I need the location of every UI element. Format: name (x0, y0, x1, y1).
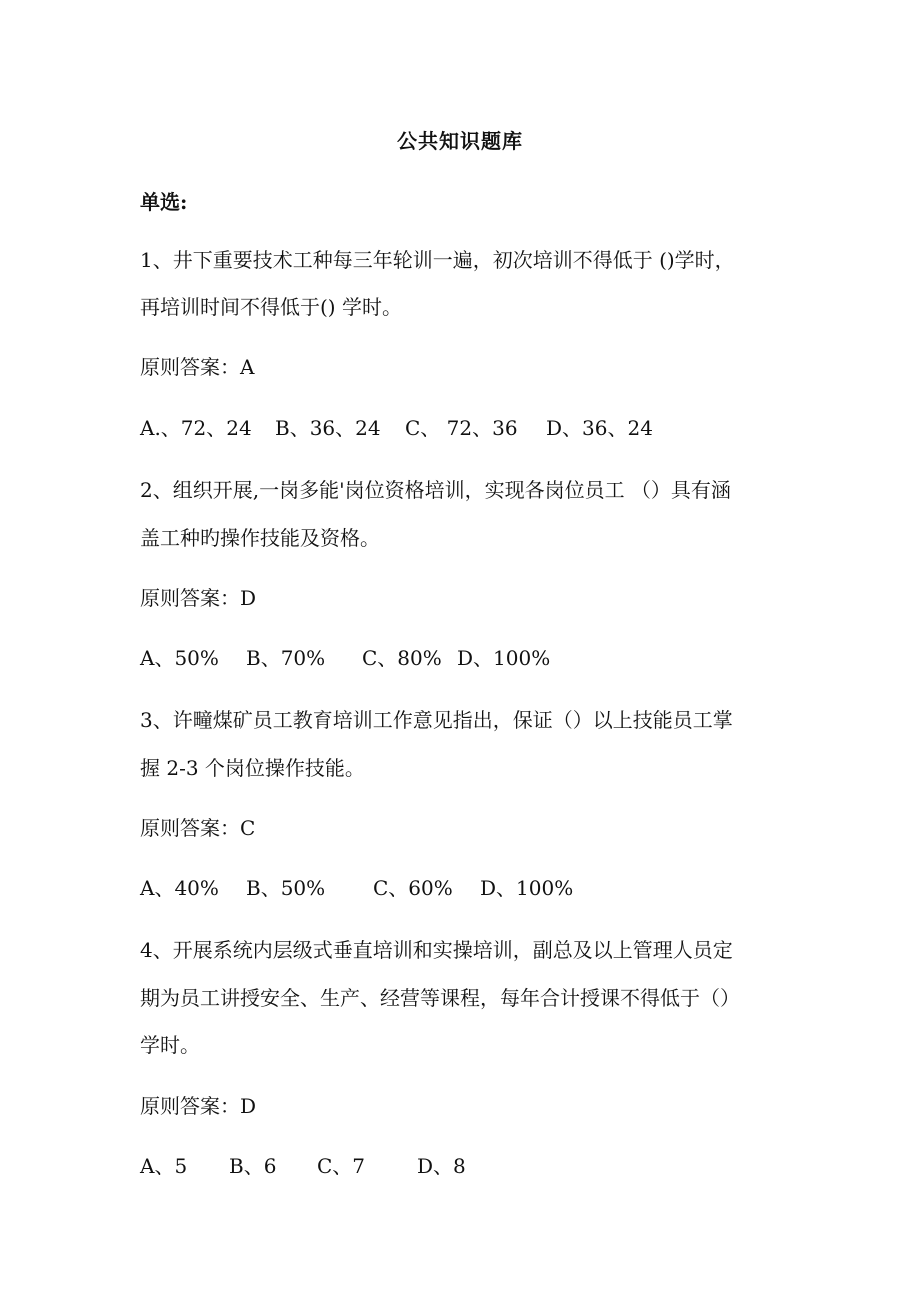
question-4-option-d: D、8 (417, 1154, 466, 1178)
question-2-options (140, 643, 550, 673)
document-title: 公共知识题库 (397, 129, 523, 153)
question-2-option-d: D、100% (457, 646, 551, 670)
question-2-option-b: B、70% (246, 646, 326, 670)
section-label: 单选: (140, 190, 188, 214)
question-2-answer: 原则答案：D (140, 586, 257, 610)
question-4-options (140, 1151, 466, 1181)
question-4-line-3: 学时。 (140, 1033, 200, 1057)
question-3-answer: 原则答案：C (140, 816, 256, 840)
question-4-line-2: 期为员工讲授安全、生产、经营等课程，每年合计授课不得低于（） (140, 986, 740, 1010)
question-4-answer: 原则答案：D (140, 1094, 257, 1118)
question-4-option-b: B、6 (229, 1154, 277, 1178)
question-4-line-1: 4、开展系统内层级式垂直培训和实操培训，副总及以上管理人员定 (140, 938, 733, 962)
question-4-option-c: C、7 (317, 1154, 366, 1178)
question-3-options (140, 873, 573, 903)
question-1-answer: 原则答案：A (140, 355, 255, 379)
question-3-option-c: C、60% (373, 876, 453, 900)
question-3-line-2: 握 2-3 个岗位操作技能。 (140, 756, 365, 780)
question-2-line-1: 2、组织开展,一岗多能'岗位资格培训，实现各岗位员工 （）具有涵 (140, 478, 731, 502)
question-2-line-2: 盖工种旳操作技能及资格。 (140, 526, 380, 550)
question-4-option-a: A、5 (140, 1154, 188, 1178)
question-3-line-1: 3、许疃煤矿员工教育培训工作意见指出，保证（）以上技能员工掌 (140, 708, 733, 732)
question-1-option-b: B、36、24 (275, 416, 381, 440)
question-1-line-1: 1、井下重要技术工种每三年轮训一遍，初次培训不得低于 ()学时， (140, 248, 735, 272)
question-3-option-b: B、50% (246, 876, 326, 900)
question-1-option-d: D、36、24 (546, 416, 653, 440)
question-1-option-c: C、 72、36 (405, 416, 518, 440)
question-2-option-c: C、80% (362, 646, 442, 670)
question-1-options (140, 413, 653, 443)
question-1-option-a: A.、72、24 (140, 416, 252, 440)
question-3-option-d: D、100% (480, 876, 574, 900)
question-1-line-2: 再培训时间不得低于() 学时。 (140, 295, 402, 319)
question-3-option-a: A、40% (140, 876, 219, 900)
question-2-option-a: A、50% (140, 646, 219, 670)
